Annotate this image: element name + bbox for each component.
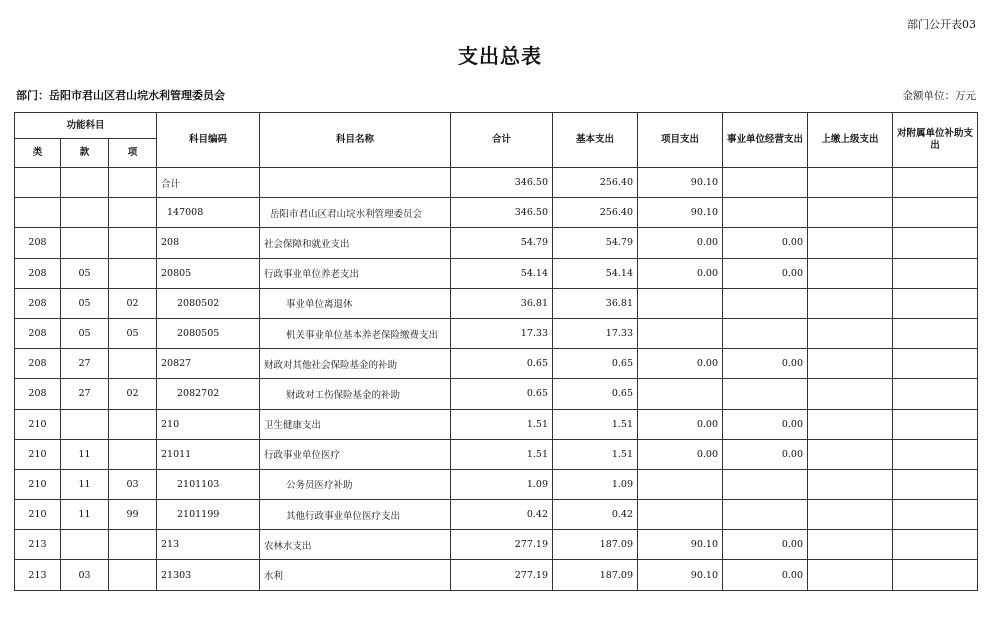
cell-total: 277.19 — [451, 530, 553, 560]
table-row — [15, 379, 978, 409]
page-title: 支出总表 — [458, 44, 542, 68]
cell-subsidy — [893, 258, 978, 288]
cell-name: 社会保障和就业支出 — [260, 228, 451, 258]
cell-xiang — [109, 530, 157, 560]
cell-name: 水利 — [260, 560, 451, 590]
cell-business — [723, 469, 808, 499]
cell-subsidy — [893, 379, 978, 409]
cell-project — [638, 469, 723, 499]
cell-lei — [15, 198, 61, 228]
cell-upper — [808, 258, 893, 288]
cell-lei: 208 — [15, 228, 61, 258]
table-row — [15, 349, 978, 379]
cell-lei: 213 — [15, 530, 61, 560]
cell-kuan — [61, 168, 109, 198]
cell-code: 210 — [157, 409, 260, 439]
cell-upper — [808, 318, 893, 348]
cell-total: 54.14 — [451, 258, 553, 288]
cell-xiang — [109, 409, 157, 439]
cell-kuan — [61, 530, 109, 560]
cell-upper — [808, 198, 893, 228]
header-subject-code: 科目编码 — [157, 113, 260, 168]
cell-business: 0.00 — [723, 439, 808, 469]
cell-xiang — [109, 349, 157, 379]
table-row — [15, 228, 978, 258]
cell-upper — [808, 349, 893, 379]
cell-subsidy — [893, 168, 978, 198]
header-affiliate-subsidy: 对附属单位补助支出 — [893, 113, 978, 168]
cell-kuan: 05 — [61, 288, 109, 318]
cell-lei: 210 — [15, 439, 61, 469]
header-function-subject: 功能科目 — [15, 113, 157, 139]
cell-project — [638, 318, 723, 348]
cell-project — [638, 288, 723, 318]
cell-upper — [808, 288, 893, 318]
table-row — [15, 500, 978, 530]
cell-total: 1.51 — [451, 409, 553, 439]
cell-subsidy — [893, 409, 978, 439]
cell-total: 277.19 — [451, 560, 553, 590]
cell-project: 90.10 — [638, 168, 723, 198]
cell-total: 0.65 — [451, 349, 553, 379]
cell-kuan: 27 — [61, 379, 109, 409]
cell-business — [723, 198, 808, 228]
cell-xiang — [109, 198, 157, 228]
cell-total: 0.42 — [451, 500, 553, 530]
cell-code: 213 — [157, 530, 260, 560]
cell-basic: 0.65 — [553, 379, 638, 409]
cell-xiang: 02 — [109, 379, 157, 409]
cell-subsidy — [893, 288, 978, 318]
form-number: 部门公开表03 — [907, 18, 976, 31]
cell-basic: 0.42 — [553, 500, 638, 530]
cell-xiang — [109, 439, 157, 469]
header-total: 合计 — [451, 113, 553, 168]
cell-business: 0.00 — [723, 228, 808, 258]
cell-code: 147008 — [157, 198, 260, 228]
cell-kuan: 27 — [61, 349, 109, 379]
cell-subsidy — [893, 530, 978, 560]
cell-project: 90.10 — [638, 560, 723, 590]
cell-basic: 1.09 — [553, 469, 638, 499]
cell-lei: 210 — [15, 409, 61, 439]
cell-code: 20805 — [157, 258, 260, 288]
cell-project: 0.00 — [638, 228, 723, 258]
cell-code: 合计 — [157, 168, 260, 198]
cell-total: 346.50 — [451, 168, 553, 198]
cell-subsidy — [893, 560, 978, 590]
cell-lei: 208 — [15, 318, 61, 348]
cell-upper — [808, 379, 893, 409]
cell-xiang: 02 — [109, 288, 157, 318]
header-xiang: 项 — [109, 139, 157, 168]
cell-project: 0.00 — [638, 439, 723, 469]
cell-name: 财政对其他社会保险基金的补助 — [260, 349, 451, 379]
cell-business — [723, 318, 808, 348]
cell-lei: 208 — [15, 349, 61, 379]
cell-basic: 256.40 — [553, 198, 638, 228]
header-lei: 类 — [15, 139, 61, 168]
cell-subsidy — [893, 228, 978, 258]
cell-code: 2101199 — [157, 500, 260, 530]
table-row — [15, 168, 978, 198]
cell-upper — [808, 500, 893, 530]
cell-kuan: 03 — [61, 560, 109, 590]
cell-lei: 208 — [15, 379, 61, 409]
table-row — [15, 318, 978, 348]
cell-lei: 208 — [15, 258, 61, 288]
cell-lei: 208 — [15, 288, 61, 318]
cell-code: 2080505 — [157, 318, 260, 348]
cell-total: 1.51 — [451, 439, 553, 469]
cell-name: 岳阳市君山区君山垸水利管理委员会 — [260, 198, 451, 228]
cell-xiang: 99 — [109, 500, 157, 530]
cell-upper — [808, 409, 893, 439]
cell-business: 0.00 — [723, 409, 808, 439]
cell-business: 0.00 — [723, 258, 808, 288]
cell-code: 21303 — [157, 560, 260, 590]
cell-code: 20827 — [157, 349, 260, 379]
cell-business — [723, 379, 808, 409]
cell-name — [260, 168, 451, 198]
cell-lei: 213 — [15, 560, 61, 590]
cell-subsidy — [893, 318, 978, 348]
cell-xiang — [109, 258, 157, 288]
cell-total: 346.50 — [451, 198, 553, 228]
header-kuan: 款 — [61, 139, 109, 168]
cell-code: 2082702 — [157, 379, 260, 409]
cell-subsidy — [893, 349, 978, 379]
amount-unit-label: 金额单位：万元 — [902, 90, 976, 102]
cell-kuan: 11 — [61, 500, 109, 530]
cell-kuan: 05 — [61, 318, 109, 348]
table-row — [15, 409, 978, 439]
cell-code: 208 — [157, 228, 260, 258]
cell-name: 卫生健康支出 — [260, 409, 451, 439]
cell-xiang — [109, 560, 157, 590]
table-row — [15, 258, 978, 288]
cell-name: 财政对工伤保险基金的补助 — [260, 379, 451, 409]
cell-upper — [808, 439, 893, 469]
cell-basic: 187.09 — [553, 560, 638, 590]
header-basic-expenditure: 基本支出 — [553, 113, 638, 168]
cell-kuan: 11 — [61, 469, 109, 499]
cell-subsidy — [893, 198, 978, 228]
cell-upper — [808, 469, 893, 499]
cell-name: 机关事业单位基本养老保险缴费支出 — [260, 318, 451, 348]
cell-project: 90.10 — [638, 198, 723, 228]
cell-lei: 210 — [15, 500, 61, 530]
cell-subsidy — [893, 439, 978, 469]
cell-total: 1.09 — [451, 469, 553, 499]
cell-basic: 0.65 — [553, 349, 638, 379]
cell-code: 21011 — [157, 439, 260, 469]
cell-project: 90.10 — [638, 530, 723, 560]
cell-basic: 54.79 — [553, 228, 638, 258]
cell-name: 其他行政事业单位医疗支出 — [260, 500, 451, 530]
cell-code: 2080502 — [157, 288, 260, 318]
cell-xiang: 05 — [109, 318, 157, 348]
cell-code: 2101103 — [157, 469, 260, 499]
cell-kuan — [61, 198, 109, 228]
table-row — [15, 530, 978, 560]
cell-project — [638, 500, 723, 530]
cell-basic: 54.14 — [553, 258, 638, 288]
cell-total: 17.33 — [451, 318, 553, 348]
cell-upper — [808, 228, 893, 258]
header-subject-name: 科目名称 — [260, 113, 451, 168]
cell-upper — [808, 530, 893, 560]
cell-subsidy — [893, 469, 978, 499]
cell-business — [723, 288, 808, 318]
cell-project: 0.00 — [638, 349, 723, 379]
cell-name: 事业单位离退休 — [260, 288, 451, 318]
table-row — [15, 439, 978, 469]
cell-total: 0.65 — [451, 379, 553, 409]
cell-kuan: 05 — [61, 258, 109, 288]
cell-xiang: 03 — [109, 469, 157, 499]
cell-subsidy — [893, 500, 978, 530]
cell-basic: 36.81 — [553, 288, 638, 318]
cell-business — [723, 168, 808, 198]
cell-project: 0.00 — [638, 409, 723, 439]
cell-business — [723, 500, 808, 530]
cell-xiang — [109, 168, 157, 198]
cell-total: 36.81 — [451, 288, 553, 318]
table-row — [15, 560, 978, 590]
header-upper-payment: 上缴上级支出 — [808, 113, 893, 168]
expenditure-table — [14, 112, 978, 591]
cell-basic: 1.51 — [553, 409, 638, 439]
cell-xiang — [109, 228, 157, 258]
cell-name: 农林水支出 — [260, 530, 451, 560]
cell-business: 0.00 — [723, 560, 808, 590]
cell-name: 行政事业单位医疗 — [260, 439, 451, 469]
table-row — [15, 198, 978, 228]
department-label: 部门：岳阳市君山区君山垸水利管理委员会 — [16, 89, 225, 102]
cell-basic: 187.09 — [553, 530, 638, 560]
cell-lei — [15, 168, 61, 198]
cell-project — [638, 379, 723, 409]
cell-kuan: 11 — [61, 439, 109, 469]
header-business-expenditure: 事业单位经营支出 — [723, 113, 808, 168]
cell-basic: 1.51 — [553, 439, 638, 469]
cell-name: 行政事业单位养老支出 — [260, 258, 451, 288]
table-row — [15, 469, 978, 499]
cell-lei: 210 — [15, 469, 61, 499]
cell-basic: 17.33 — [553, 318, 638, 348]
cell-kuan — [61, 228, 109, 258]
cell-total: 54.79 — [451, 228, 553, 258]
cell-business: 0.00 — [723, 530, 808, 560]
cell-business: 0.00 — [723, 349, 808, 379]
header-project-expenditure: 项目支出 — [638, 113, 723, 168]
cell-project: 0.00 — [638, 258, 723, 288]
cell-upper — [808, 168, 893, 198]
cell-kuan — [61, 409, 109, 439]
cell-upper — [808, 560, 893, 590]
cell-basic: 256.40 — [553, 168, 638, 198]
cell-name: 公务员医疗补助 — [260, 469, 451, 499]
table-row — [15, 288, 978, 318]
